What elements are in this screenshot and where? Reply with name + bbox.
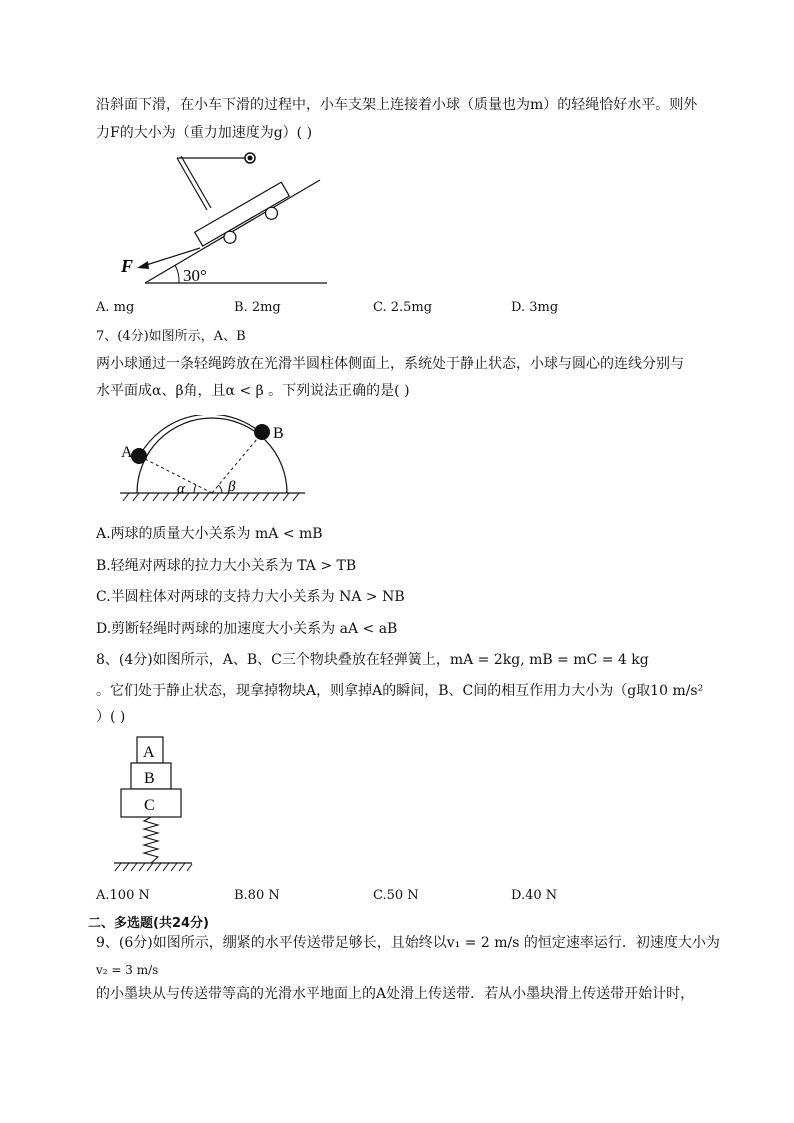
ball-b-label: B xyxy=(273,425,284,442)
q6-option-a: A. mg xyxy=(96,300,135,315)
q8-option-c: C.50 N xyxy=(373,888,419,903)
q7-option-c: C.半圆柱体对两球的支持力大小关系为 NA > NB xyxy=(96,589,405,605)
q7-text-line2: 两小球通过一条轻绳跨放在光滑半圆柱体侧面上，系统处于静止状态，小球与圆心的连线分别与 xyxy=(96,356,684,372)
q8-option-b: B.80 N xyxy=(234,888,280,903)
q7-text-line1: 7、(4分)如图所示，A、B xyxy=(96,329,246,344)
q7-option-d: D.剪断轻绳时两球的加速度大小关系为 aA < aB xyxy=(96,621,398,637)
block-a-label: A xyxy=(143,744,155,761)
q6-incline-figure xyxy=(115,148,335,288)
q8-option-d: D.40 N xyxy=(511,888,558,903)
section-title: 二、多选题(共24分) xyxy=(88,916,209,931)
q8-option-a: A.100 N xyxy=(96,888,150,903)
q6-text-line1: 沿斜面下滑，在小车下滑的过程中，小车支架上连接着小球（质量也为m）的轻绳恰好水平。则外 xyxy=(96,97,698,113)
beta-label: β xyxy=(228,479,236,495)
q8-spring-blocks-figure xyxy=(110,735,200,880)
force-label: F xyxy=(121,256,134,276)
q7-option-b: B.轻绳对两球的拉力大小关系为 TA > TB xyxy=(96,558,357,574)
q7-option-a: A.两球的质量大小关系为 mA < mB xyxy=(96,526,323,542)
q9-text-line3: 的小墨块从与传送带等高的光滑水平地面上的A处滑上传送带．若从小墨块滑上传送带开始计时， xyxy=(96,986,695,1002)
q8-text-line2: 。它们处于静止状态，现拿掉物块A，则拿掉A的瞬间，B、C间的相互作用力大小为（g取10 m/s² xyxy=(96,683,704,699)
angle-label: 30° xyxy=(183,266,207,285)
alpha-label: α xyxy=(177,481,185,497)
block-b-label: B xyxy=(144,770,155,787)
q7-text-line3: 水平面成α、β角，且α < β 。下列说法正确的是( ) xyxy=(96,383,410,399)
ball-a-label: A xyxy=(121,444,133,461)
q6-text-line2: 力F的大小为（重力加速度为g）( ) xyxy=(96,125,313,141)
q8-text-line1: 8、(4分)如图所示，A、B、C三个物块叠放在轻弹簧上，mA = 2kg, mB = mC = 4 kg xyxy=(96,652,649,668)
block-c-label: C xyxy=(144,797,155,814)
q6-option-c: C. 2.5mg xyxy=(373,300,433,315)
q7-semicylinder-figure xyxy=(115,415,315,510)
q6-option-d: D. 3mg xyxy=(511,300,559,315)
q9-text-line2: v₂ = 3 m/s xyxy=(96,963,159,977)
q6-option-b: B. 2mg xyxy=(234,300,281,315)
q8-text-line3: ）( ) xyxy=(96,709,126,725)
q9-text-line1: 9、(6分)如图所示，绷紧的水平传送带足够长，且始终以v₁ = 2 m/s 的恒定速率运行．初速度大小为 xyxy=(96,935,720,951)
